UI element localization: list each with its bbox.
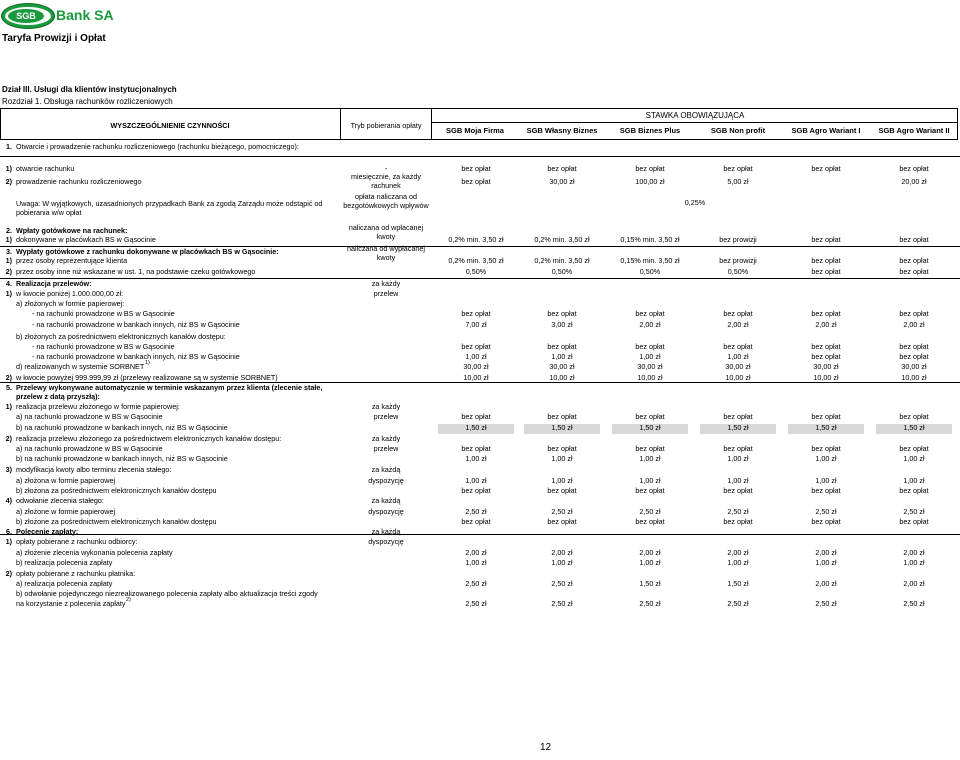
document-title: Taryfa Prowizji i Opłat	[2, 33, 106, 44]
logo-name: Bank SA	[56, 7, 114, 23]
row-mode: przelew	[373, 412, 399, 421]
table-row	[0, 165, 960, 176]
logo-mark: SGB	[8, 9, 44, 23]
row-number: 1)	[5, 256, 12, 265]
fee-value: 2,00 zł	[815, 320, 837, 329]
fee-value: 1,00 zł	[465, 558, 487, 567]
fee-value-merged: 0,25%	[684, 198, 706, 207]
row-number: 1)	[5, 164, 12, 173]
fee-value: bez opłat	[811, 517, 841, 526]
fee-value: bez opłat	[635, 412, 665, 421]
row-mode: za każdą	[371, 527, 401, 536]
row-label: modyfikacja kwoty albo terminu zlecenia stałego:	[16, 465, 172, 474]
fee-value: bez opłat	[635, 486, 665, 495]
fee-value: 1,50 zł	[727, 579, 749, 588]
fee-value: 0,50%	[465, 267, 487, 276]
row-label: przelew z datą przyszłą):	[16, 392, 100, 401]
fee-value: 10,00 zł	[549, 373, 575, 382]
fee-value: bez opłat	[899, 412, 929, 421]
fee-value: bez opłat	[547, 486, 577, 495]
fee-value: 1,50 zł	[639, 423, 661, 432]
row-mode: przelew	[373, 444, 399, 453]
row-label: a) złożonych w formie papierowej:	[16, 299, 125, 308]
row-label: a) na rachunki prowadzone w BS w Gąsocinie	[16, 444, 163, 453]
fee-value: bez opłat	[547, 517, 577, 526]
row-mode: za każdą	[371, 465, 401, 474]
row-number: 2)	[5, 177, 12, 186]
header-activities: WYSZCZEGÓLNIENIE CZYNNOŚCI	[110, 121, 230, 130]
fee-value: bez opłat	[723, 486, 753, 495]
fee-value: bez opłat	[723, 164, 753, 173]
fee-value: 0,50%	[639, 267, 661, 276]
row-label: Przelewy wykonywane automatycznie w terminie wskazanym przez klienta (zlecenie stałe,	[16, 383, 323, 392]
row-label: a) na rachunki prowadzone w BS w Gąsocinie	[16, 412, 163, 421]
row-number: 4)	[5, 496, 12, 505]
row-number: 6.	[6, 527, 12, 536]
row-label: odwołanie zlecenia stałego:	[16, 496, 104, 505]
row-number: 1)	[5, 537, 12, 546]
row-label: Otwarcie i prowadzenie rachunku rozliczeniowego (rachunku bieżącego, pomocniczego):	[16, 142, 299, 151]
fee-value: 100,00 zł	[635, 177, 665, 186]
row-number: 2.	[6, 226, 12, 235]
fee-value: 2,50 zł	[551, 579, 573, 588]
fee-value: 30,00 zł	[813, 362, 839, 371]
table-row	[0, 597, 960, 611]
header-mode: Tryb pobierania opłaty	[350, 121, 422, 130]
row-mode: za każdą	[371, 496, 401, 505]
row-label: - na rachunki prowadzone w BS w Gąsocinie	[32, 342, 175, 351]
fee-value: 2,00 zł	[639, 548, 661, 557]
fee-value: 10,00 zł	[813, 373, 839, 382]
fee-value: bez opłat	[723, 412, 753, 421]
row-number: 2)	[5, 569, 12, 578]
fee-value: bez opłat	[899, 309, 929, 318]
page-number: 12	[540, 742, 552, 753]
row-mode: przelew	[373, 289, 399, 298]
fee-value: 1,00 zł	[639, 476, 661, 485]
fee-value: 1,00 zł	[465, 476, 487, 485]
fee-value: 3,00 zł	[551, 320, 573, 329]
fee-value: 1,00 zł	[551, 454, 573, 463]
fee-value: bez opłat	[547, 164, 577, 173]
fee-value: 2,50 zł	[551, 599, 573, 608]
row-mode: dyspozycję	[368, 476, 404, 485]
fee-value: 1,50 zł	[639, 579, 661, 588]
fee-value: bez opłat	[899, 256, 929, 265]
fee-value: bez opłat	[899, 517, 929, 526]
fee-value: bez opłat	[461, 412, 491, 421]
row-label: b) na rachunki prowadzone w bankach innych, niż BS w Gąsocinie	[16, 454, 228, 463]
fee-value: 7,00 zł	[465, 320, 487, 329]
fee-value: bez opłat	[461, 444, 491, 453]
fee-value: 1,00 zł	[551, 476, 573, 485]
fee-value: bez opłat	[635, 164, 665, 173]
row-label: Wpłaty gotówkowe na rachunek:	[16, 226, 128, 235]
fee-value: bez prowizji	[719, 256, 757, 265]
fee-value: bez opłat	[811, 352, 841, 361]
fee-value: 1,00 zł	[727, 476, 749, 485]
fee-value: bez opłat	[899, 267, 929, 276]
row-label: realizacja przelewu złożonego za pośrednictwem elektronicznych kanałów dostępu:	[16, 434, 282, 443]
row-label: b) realizacja polecenia zapłaty	[16, 558, 113, 567]
section-divider	[0, 278, 960, 279]
fee-value: bez opłat	[461, 486, 491, 495]
row-label: a) złożenie zlecenia wykonania polecenia zapłaty	[16, 548, 173, 557]
fee-value: bez opłat	[723, 342, 753, 351]
fee-value: bez opłat	[547, 412, 577, 421]
fee-value: bez opłat	[811, 164, 841, 173]
fee-value: bez opłat	[723, 309, 753, 318]
row-number: 3.	[6, 247, 12, 256]
fee-value: 2,50 zł	[551, 507, 573, 516]
fee-value: bez opłat	[723, 444, 753, 453]
fee-value: bez prowizji	[719, 235, 757, 244]
fee-value: bez opłat	[899, 486, 929, 495]
fee-value: 1,00 zł	[639, 352, 661, 361]
fee-value: 10,00 zł	[637, 373, 663, 382]
fee-value: 2,00 zł	[727, 320, 749, 329]
row-label: b) złożone za pośrednictwem elektronicznych kanałów dostępu	[16, 517, 217, 526]
row-label: w kwocie poniżej 1.000.000,00 zł:	[16, 289, 124, 298]
row-label: Uwaga: W wyjątkowych, uzasadnionych przypadkach Bank za zgodą Zarządu może odstąpić od pobierania w/w opłat	[16, 199, 323, 217]
row-number: 1)	[5, 289, 12, 298]
fee-value: 2,00 zł	[727, 548, 749, 557]
row-label: przez osoby reprezentujące klienta	[16, 256, 128, 265]
fee-value: bez opłat	[899, 164, 929, 173]
row-label: na korzystanie z polecenia zapłaty	[16, 599, 126, 608]
fee-value: bez opłat	[461, 517, 491, 526]
fee-value: 1,50 zł	[551, 423, 573, 432]
fee-value: 2,50 zł	[465, 507, 487, 516]
section-divider	[0, 156, 960, 157]
footnote-marker: 1)	[145, 360, 150, 366]
fee-value: 2,00 zł	[815, 548, 837, 557]
fee-value: 2,00 zł	[465, 548, 487, 557]
col-head-biznes-plus: SGB Biznes Plus	[619, 126, 681, 135]
row-label: Polecenie zapłaty:	[16, 527, 79, 536]
fee-value: 0,15% min. 3,50 zł	[620, 256, 680, 265]
row-label: dokonywane w placówkach BS w Gąsocinie	[16, 235, 156, 244]
fee-value: 0,2% min. 3,50 zł	[448, 235, 504, 244]
row-number: 1)	[5, 235, 12, 244]
fee-value: bez opłat	[635, 517, 665, 526]
header-rate: STAWKA OBOWIĄZUJĄCA	[645, 111, 745, 120]
section-divider	[0, 534, 960, 535]
row-label: - na rachunki prowadzone w bankach innych, niż BS w Gąsocinie	[32, 320, 240, 329]
fee-value: bez opłat	[547, 309, 577, 318]
fee-value: 1,00 zł	[815, 454, 837, 463]
col-head-agro-2: SGB Agro Wariant II	[878, 126, 950, 135]
fee-value: bez opłat	[811, 267, 841, 276]
table-header	[0, 108, 960, 140]
fee-value: bez opłat	[899, 342, 929, 351]
fee-value: 2,50 zł	[815, 599, 837, 608]
row-label: realizacja przelewu złożonego w formie papierowej:	[16, 402, 180, 411]
fee-value: bez opłat	[811, 342, 841, 351]
row-number: 2)	[5, 434, 12, 443]
division-title: Dział III. Usługi dla klientów instytucjonalnych	[2, 85, 177, 94]
fee-value: 2,00 zł	[815, 579, 837, 588]
fee-value: 30,00 zł	[549, 362, 575, 371]
fee-value: 0,2% min. 3,50 zł	[534, 256, 590, 265]
table-row	[0, 143, 960, 154]
fee-value: 0,50%	[551, 267, 573, 276]
fee-value: 20,00 zł	[901, 177, 927, 186]
fee-value: bez opłat	[811, 256, 841, 265]
fee-value: 1,00 zł	[727, 352, 749, 361]
col-head-moja-firma: SGB Moja Firma	[446, 126, 504, 135]
row-mode: dyspozycję	[368, 507, 404, 516]
row-label: a) złożone w formie papierowej	[16, 507, 116, 516]
row-label: przez osoby inne niż wskazane w ust. 1, na podstawie czeku gotówkowego	[16, 267, 256, 276]
fee-value: bez opłat	[635, 309, 665, 318]
fee-value: 2,50 zł	[639, 507, 661, 516]
fee-value: 1,50 zł	[465, 423, 487, 432]
section-divider	[0, 382, 960, 383]
row-label: prowadzenie rachunku rozliczeniowego	[16, 177, 142, 186]
bank-logo	[2, 4, 114, 28]
fee-value: 2,50 zł	[727, 599, 749, 608]
row-label: - na rachunki prowadzone w bankach innych, niż BS w Gąsocinie	[32, 352, 240, 361]
fee-value: 1,50 zł	[903, 423, 925, 432]
row-mode: miesięcznie, za każdy rachunek	[351, 172, 421, 190]
fee-value: 2,50 zł	[903, 507, 925, 516]
fee-value: 2,50 zł	[465, 599, 487, 608]
row-mode: dyspozycję	[368, 537, 404, 546]
fee-value: 2,00 zł	[903, 548, 925, 557]
fee-value: 1,00 zł	[903, 454, 925, 463]
row-number: 1)	[5, 402, 12, 411]
fee-value: 0,2% min. 3,50 zł	[534, 235, 590, 244]
fee-value: 10,00 zł	[725, 373, 751, 382]
row-label: - na rachunki prowadzone w BS w Gąsocinie	[32, 309, 175, 318]
fee-value: 10,00 zł	[901, 373, 927, 382]
fee-value: 2,50 zł	[903, 599, 925, 608]
row-label: a) złożona w formie papierowej	[16, 476, 116, 485]
fee-value: 30,00 zł	[725, 362, 751, 371]
fee-value: 0,2% min. 3,50 zł	[448, 256, 504, 265]
fee-value: bez opłat	[461, 177, 491, 186]
footnote-marker: 2)	[126, 597, 131, 603]
fee-value: 1,50 zł	[815, 423, 837, 432]
fee-value: 2,00 zł	[639, 320, 661, 329]
row-label: Wypłaty gotówkowe z rachunku dokonywane w placówkach BS w Gąsocinie:	[16, 247, 279, 256]
fee-value: bez opłat	[547, 342, 577, 351]
section-title: Rozdział 1. Obsługa rachunków rozliczeniowych	[2, 97, 173, 106]
row-mode: opłata naliczana od bezgotówkowych wpływów	[343, 192, 429, 210]
col-head-non-profit: SGB Non profit	[710, 126, 766, 135]
row-mode: za każdy	[371, 434, 401, 443]
table-row	[0, 172, 960, 190]
col-head-wlasny-biznes: SGB Własny Biznes	[526, 126, 598, 135]
fee-value: 5,00 zł	[727, 177, 749, 186]
fee-value: 1,00 zł	[639, 558, 661, 567]
fee-value: 1,00 zł	[639, 454, 661, 463]
row-label: w kwocie powyżej 999.999,99 zł (przelewy realizowane są w systemie SORBNET)	[16, 373, 278, 382]
row-number: 4.	[6, 279, 12, 288]
table-row	[0, 559, 960, 570]
fee-value: bez opłat	[461, 342, 491, 351]
fee-value: 1,00 zł	[727, 454, 749, 463]
fee-value: bez opłat	[635, 342, 665, 351]
row-mode: za każdy	[371, 402, 401, 411]
fee-value: 1,50 zł	[727, 423, 749, 432]
fee-value: bez opłat	[899, 444, 929, 453]
fee-value: bez opłat	[547, 444, 577, 453]
row-label: d) realizowanych w systemie SORBNET	[16, 362, 145, 371]
fee-value: 2,50 zł	[639, 599, 661, 608]
section-divider	[0, 246, 960, 247]
row-label: b) złożona za pośrednictwem elektronicznych kanałów dostępu	[16, 486, 217, 495]
row-number: 5.	[6, 383, 12, 392]
fee-value: bez opłat	[811, 309, 841, 318]
row-mode: za każdy	[371, 279, 401, 288]
fee-value: 2,00 zł	[903, 579, 925, 588]
table-row	[0, 192, 960, 217]
fee-value: 1,00 zł	[465, 454, 487, 463]
fee-value: 2,50 zł	[465, 579, 487, 588]
fee-value: bez opłat	[723, 517, 753, 526]
fee-value: 0,50%	[727, 267, 749, 276]
fee-value: 0,15% min. 3,50 zł	[620, 235, 680, 244]
row-label: opłaty pobierane z rachunku odbiorcy:	[16, 537, 138, 546]
row-number: 2)	[5, 373, 12, 382]
fee-value: bez opłat	[811, 486, 841, 495]
row-number: 1.	[6, 142, 12, 151]
row-label: b) złożonych za pośrednictwem elektronicznych kanałów dostępu:	[16, 332, 226, 341]
row-label: a) realizacja polecenia zapłaty	[16, 579, 113, 588]
row-label: opłaty pobierane z rachunku płatnika:	[16, 569, 136, 578]
fee-value: 30,00 zł	[463, 362, 489, 371]
fee-value: 1,00 zł	[727, 558, 749, 567]
fee-value: bez opłat	[899, 352, 929, 361]
fee-value: bez opłat	[461, 164, 491, 173]
row-mode: naliczana od wpłacanej kwoty	[348, 223, 424, 241]
fee-value: bez opłat	[461, 309, 491, 318]
row-label: b) na rachunki prowadzone w bankach innych, niż BS w Gąsocinie	[16, 423, 228, 432]
fee-value: 30,00 zł	[549, 177, 575, 186]
fee-value: 1,00 zł	[551, 352, 573, 361]
row-number: 2)	[5, 267, 12, 276]
fee-value: bez opłat	[811, 412, 841, 421]
row-mode: -	[384, 164, 388, 173]
col-head-agro-1: SGB Agro Wariant I	[791, 126, 861, 135]
row-mode: naliczana od wypłacanej kwoty	[347, 244, 425, 262]
fee-value: 2,00 zł	[551, 548, 573, 557]
fee-value: bez opłat	[635, 444, 665, 453]
fee-value: 1,00 zł	[903, 476, 925, 485]
fee-value: bez opłat	[811, 235, 841, 244]
fee-value: 1,00 zł	[903, 558, 925, 567]
table-row	[0, 321, 960, 332]
fee-value: bez opłat	[811, 444, 841, 453]
fee-value: 30,00 zł	[901, 362, 927, 371]
row-label: otwarcie rachunku	[16, 164, 75, 173]
fee-value: 2,00 zł	[903, 320, 925, 329]
fee-value: bez opłat	[899, 235, 929, 244]
fee-value: 2,50 zł	[815, 507, 837, 516]
row-number: 3)	[5, 465, 12, 474]
header-rate-divider	[432, 122, 958, 123]
row-label: b) odwołanie pojedynczego niezrealizowanego polecenia zapłaty albo aktualizacja treści zgody	[16, 589, 318, 598]
fee-value: 10,00 zł	[463, 373, 489, 382]
fee-value: 1,00 zł	[551, 558, 573, 567]
row-label: Realizacja przelewów:	[16, 279, 92, 288]
fee-value: 2,50 zł	[727, 507, 749, 516]
fee-value: 1,00 zł	[465, 352, 487, 361]
fee-value: 1,00 zł	[815, 558, 837, 567]
fee-value: 30,00 zł	[637, 362, 663, 371]
fee-value: 1,00 zł	[815, 476, 837, 485]
